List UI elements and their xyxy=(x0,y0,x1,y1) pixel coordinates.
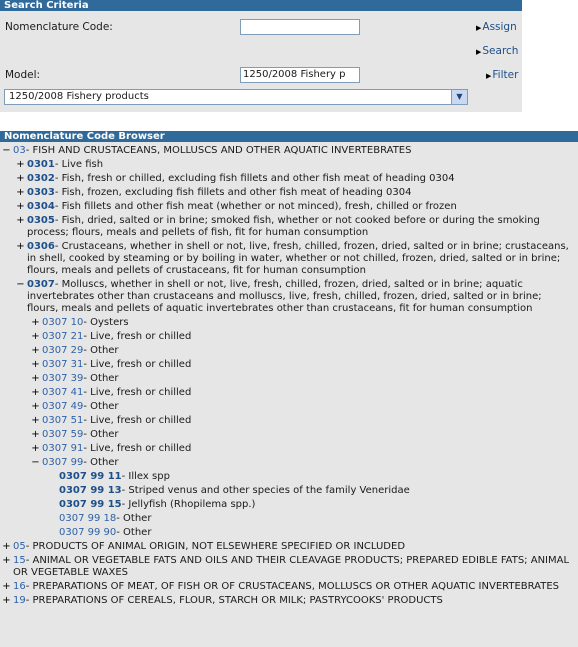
tree-node-description: - Fish, dried, salted or in brine; smoked fish, whether or not cooked before or during the smoking process; flours, meals and pellets of fish, fit for human consumption xyxy=(27,215,540,238)
tree-node-description: - Other xyxy=(83,401,119,412)
tree-node[interactable] xyxy=(0,241,578,277)
tree-node[interactable] xyxy=(0,373,578,385)
tree-node-description: - PREPARATIONS OF MEAT, OF FISH OR OF CRUSTACEANS, MOLLUSCS OR OTHER AQUATIC INVERTEBRATES xyxy=(25,581,560,592)
expand-icon[interactable]: + xyxy=(31,429,40,440)
tree-node-code[interactable]: 0301 xyxy=(27,159,55,170)
expand-icon[interactable]: + xyxy=(31,345,40,356)
tree-node[interactable] xyxy=(0,401,578,413)
expand-icon[interactable]: + xyxy=(31,317,40,328)
tree-node[interactable] xyxy=(0,485,578,497)
search-criteria-header: Search Criteria xyxy=(0,0,522,11)
expand-icon[interactable]: + xyxy=(31,359,40,370)
tree-node-description: - Live, fresh or chilled xyxy=(83,415,192,426)
tree-node-code[interactable]: 0307 91 xyxy=(42,443,84,454)
tree-node[interactable] xyxy=(0,173,578,185)
tree-node-description: - Striped venus and other species of the family Veneridae xyxy=(121,485,410,496)
model-select[interactable] xyxy=(4,89,468,105)
expand-icon[interactable]: + xyxy=(16,215,25,226)
chevron-down-icon[interactable]: ▼ xyxy=(451,90,467,104)
expand-icon[interactable]: + xyxy=(31,387,40,398)
tree-node-description: - Live, fresh or chilled xyxy=(83,359,192,370)
expand-icon[interactable]: + xyxy=(2,541,11,552)
tree-node[interactable] xyxy=(0,387,578,399)
expand-icon[interactable]: + xyxy=(31,331,40,342)
tree-node-description: - Crustaceans, whether in shell or not, live, fresh, chilled, frozen, dried, salted or in brine; crustaceans, in shell, cooked by steaming or by boiling in water, whether or not chilled, frozen, dried, salted or in brine; flours, meals and pellets of crustaceans, fit for human consumption xyxy=(27,241,569,276)
tree-node-code[interactable]: 0305 xyxy=(27,215,55,226)
tree-node-description: - FISH AND CRUSTACEANS, MOLLUSCS AND OTHER AQUATIC INVERTEBRATES xyxy=(25,145,412,156)
tree-node[interactable] xyxy=(0,595,578,607)
tree-node-code[interactable]: 0303 xyxy=(27,187,55,198)
expand-icon[interactable]: + xyxy=(16,187,25,198)
tree-node[interactable] xyxy=(0,541,578,553)
nomenclature-code-browser xyxy=(0,131,578,647)
filter-link[interactable] xyxy=(486,69,518,81)
tree-node-description: - Live, fresh or chilled xyxy=(83,443,192,454)
triangle-right-icon: ▶ xyxy=(486,72,492,80)
tree-node-code[interactable]: 0307 29 xyxy=(42,345,84,356)
search-link-label: Search xyxy=(482,45,519,57)
expand-icon[interactable]: + xyxy=(16,201,25,212)
tree-node-code[interactable]: 0307 99 18 xyxy=(59,513,117,524)
tree-node-description: - Live, fresh or chilled xyxy=(83,387,192,398)
search-criteria-panel xyxy=(0,0,522,112)
tree-node-code[interactable]: 0307 xyxy=(27,279,55,290)
tree-node-code[interactable]: 0307 39 xyxy=(42,373,84,384)
expand-icon[interactable]: + xyxy=(2,581,11,592)
tree-node-description: - Fish, frozen, excluding fish fillets and other fish meat of heading 0304 xyxy=(54,187,412,198)
tree-node[interactable] xyxy=(0,513,578,525)
tree-node[interactable] xyxy=(0,201,578,213)
tree-node[interactable] xyxy=(0,159,578,171)
tree-node-description: - Other xyxy=(116,527,152,538)
tree-node-code[interactable]: 0307 99 15 xyxy=(59,499,122,510)
tree-node-description: - Illex spp xyxy=(121,471,170,482)
expand-icon[interactable]: + xyxy=(31,415,40,426)
tree-node-code[interactable]: 0307 31 xyxy=(42,359,84,370)
tree-node[interactable] xyxy=(0,215,578,239)
tree-node[interactable] xyxy=(0,345,578,357)
tree-node-code[interactable]: 05 xyxy=(13,541,26,552)
triangle-right-icon: ▶ xyxy=(476,24,482,32)
expand-icon[interactable]: + xyxy=(31,373,40,384)
code-tree xyxy=(0,142,578,607)
tree-node[interactable] xyxy=(0,279,578,315)
tree-node[interactable] xyxy=(0,457,578,469)
browser-header: Nomenclature Code Browser xyxy=(0,131,578,142)
tree-node-description: - Other xyxy=(83,373,119,384)
tree-node-code[interactable]: 0307 99 xyxy=(42,457,84,468)
tree-node-code[interactable]: 0307 51 xyxy=(42,415,84,426)
nomenclature-code-label: Nomenclature Code: xyxy=(5,21,113,33)
search-link[interactable] xyxy=(476,45,518,57)
tree-node[interactable] xyxy=(0,415,578,427)
tree-node[interactable] xyxy=(0,359,578,371)
filter-link-label: Filter xyxy=(492,69,519,81)
tree-node[interactable] xyxy=(0,471,578,483)
tree-node-code[interactable]: 0307 99 13 xyxy=(59,485,122,496)
collapse-icon[interactable]: − xyxy=(31,457,40,468)
tree-node-description: - Other xyxy=(116,513,152,524)
tree-node-description: - Fish fillets and other fish meat (whether or not minced), fresh, chilled or frozen xyxy=(54,201,457,212)
expand-icon[interactable]: + xyxy=(16,173,25,184)
assign-link[interactable] xyxy=(476,21,517,33)
tree-node-code[interactable]: 16 xyxy=(13,581,26,592)
assign-link-label: Assign xyxy=(482,21,517,33)
expand-icon[interactable]: + xyxy=(2,595,11,606)
tree-node[interactable] xyxy=(0,429,578,441)
tree-node-code[interactable]: 0307 10 xyxy=(42,317,84,328)
tree-node-description: - Live, fresh or chilled xyxy=(83,331,192,342)
tree-node-code[interactable]: 0307 41 xyxy=(42,387,84,398)
tree-node-code[interactable]: 0307 59 xyxy=(42,429,84,440)
tree-node-code[interactable]: 19 xyxy=(13,595,26,606)
tree-node-code[interactable]: 0307 99 11 xyxy=(59,471,122,482)
collapse-icon[interactable]: − xyxy=(16,279,25,290)
expand-icon[interactable]: + xyxy=(31,443,40,454)
tree-node[interactable] xyxy=(0,443,578,455)
tree-node-description: - Other xyxy=(83,429,119,440)
expand-icon[interactable]: + xyxy=(2,555,11,566)
tree-node[interactable] xyxy=(0,527,578,539)
nomenclature-code-input[interactable] xyxy=(240,19,360,35)
tree-node-description: - Molluscs, whether in shell or not, live, fresh, chilled, frozen, dried, salted or in brine; aquatic invertebrates other than crustaceans and molluscs, live, fresh, chilled, frozen, dried, salted or in brine; flours, meals and pellets of aquatic invertebrates other than crustaceans, fit for human consumption xyxy=(27,279,542,314)
model-select-value: 1250/2008 Fishery products xyxy=(9,91,149,102)
tree-node[interactable] xyxy=(0,145,578,157)
tree-node[interactable] xyxy=(0,499,578,511)
tree-node-code[interactable]: 15 xyxy=(13,555,26,566)
tree-node[interactable] xyxy=(0,187,578,199)
tree-node-description: - Other xyxy=(83,345,119,356)
tree-node-code[interactable]: 0302 xyxy=(27,173,55,184)
expand-icon[interactable]: + xyxy=(16,241,25,252)
triangle-right-icon: ▶ xyxy=(476,48,482,56)
tree-node-description: - PRODUCTS OF ANIMAL ORIGIN, NOT ELSEWHERE SPECIFIED OR INCLUDED xyxy=(25,541,406,552)
tree-node[interactable] xyxy=(0,581,578,593)
tree-node[interactable] xyxy=(0,331,578,343)
tree-node-description: - Jellyfish (Rhopilema spp.) xyxy=(121,499,256,510)
tree-node-code[interactable]: 0304 xyxy=(27,201,55,212)
tree-node-code[interactable]: 0307 49 xyxy=(42,401,84,412)
expand-icon[interactable]: + xyxy=(16,159,25,170)
tree-node-description: - Other xyxy=(83,457,119,468)
model-input[interactable]: 1250/2008 Fishery p xyxy=(240,67,360,83)
collapse-icon[interactable]: − xyxy=(2,145,11,156)
tree-node-description: - Oysters xyxy=(83,317,129,328)
expand-icon[interactable]: + xyxy=(31,401,40,412)
model-label: Model: xyxy=(5,69,41,81)
tree-node-code[interactable]: 0307 21 xyxy=(42,331,84,342)
tree-node[interactable] xyxy=(0,317,578,329)
tree-node-code[interactable]: 0306 xyxy=(27,241,55,252)
tree-node-description: - PREPARATIONS OF CEREALS, FLOUR, STARCH OR MILK; PASTRYCOOKS' PRODUCTS xyxy=(25,595,443,606)
tree-node[interactable] xyxy=(0,555,578,579)
tree-node-code[interactable]: 03 xyxy=(13,145,26,156)
tree-node-description: - Fish, fresh or chilled, excluding fish fillets and other fish meat of heading 0304 xyxy=(54,173,455,184)
tree-node-description: - ANIMAL OR VEGETABLE FATS AND OILS AND THEIR CLEAVAGE PRODUCTS; PREPARED EDIBLE FATS; ANIMAL OR VEGETABLE WAXES xyxy=(13,555,570,578)
tree-node-description: - Live fish xyxy=(54,159,104,170)
tree-node-code[interactable]: 0307 99 90 xyxy=(59,527,117,538)
